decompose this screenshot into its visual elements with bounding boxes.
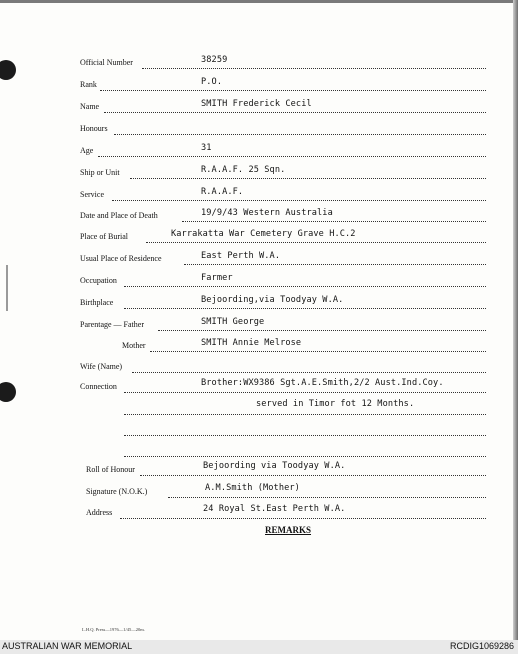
field-label: Parentage — Father (80, 320, 144, 329)
field-age (0, 143, 518, 160)
field-connection-continued (0, 399, 518, 418)
field-wife (0, 362, 518, 376)
field-father (0, 317, 518, 334)
field-value: 19/9/43 Western Australia (201, 208, 333, 218)
field-value: served in Timor fot 12 Months. (256, 399, 415, 409)
field-value: SMITH Frederick Cecil (201, 99, 312, 109)
field-label: Rank (80, 80, 97, 89)
dotted-line (146, 242, 486, 243)
field-label: Mother (122, 341, 146, 350)
dotted-line (120, 518, 486, 519)
field-place-of-burial (0, 229, 518, 246)
field-service (0, 187, 518, 204)
dotted-line (168, 497, 486, 498)
field-value: Brother:WX9386 Sgt.A.E.Smith,2/2 Aust.Ind.Coy. (201, 378, 444, 388)
field-value: A.M.Smith (Mother) (205, 483, 300, 493)
blank-line (0, 425, 518, 439)
field-usual-residence (0, 251, 518, 268)
field-honours (0, 124, 518, 138)
dotted-line (112, 200, 486, 201)
dotted-line (124, 286, 486, 287)
dotted-line (104, 112, 486, 113)
field-label: Age (80, 146, 94, 155)
dotted-line (124, 435, 486, 436)
field-connection (0, 378, 518, 396)
field-rank (0, 77, 518, 94)
field-value: R.A.A.F. 25 Sqn. (201, 165, 286, 175)
field-ship-or-unit (0, 165, 518, 182)
field-name (0, 99, 518, 116)
dotted-line (142, 68, 486, 69)
field-mother (0, 338, 518, 355)
dotted-line (182, 221, 486, 222)
dotted-line (124, 308, 486, 309)
dotted-line (184, 264, 486, 265)
field-value: R.A.A.F. (201, 187, 244, 197)
field-label: Place of Burial (80, 232, 128, 241)
remarks-heading: REMARKS (265, 525, 312, 535)
field-label: Honours (80, 124, 108, 133)
field-label: Official Number (80, 58, 133, 67)
field-label: Name (80, 102, 100, 111)
field-value: 24 Royal St.East Perth W.A. (203, 504, 346, 514)
dotted-line (130, 178, 486, 179)
field-value: 38259 (201, 55, 228, 65)
field-label: Ship or Unit (80, 168, 120, 177)
dotted-line (132, 372, 486, 373)
field-date-place-death (0, 208, 518, 225)
field-value: SMITH George (201, 317, 265, 327)
field-label: Birthplace (80, 298, 114, 307)
dotted-line (98, 156, 486, 157)
field-official-number (0, 55, 518, 72)
dotted-line (150, 351, 486, 352)
field-value: Bejoording via Toodyay W.A. (203, 461, 346, 471)
field-address (0, 504, 518, 522)
field-value: Karrakatta War Cemetery Grave H.C.2 (171, 229, 356, 239)
field-label: Date and Place of Death (80, 211, 158, 220)
dotted-line (158, 330, 486, 331)
blank-line (0, 446, 518, 460)
dotted-line (140, 475, 486, 476)
field-label: Wife (Name) (80, 362, 123, 371)
field-value: Bejoording,via Toodyay W.A. (201, 295, 344, 305)
field-label: Usual Place of Residence (80, 254, 162, 263)
field-occupation (0, 273, 518, 290)
field-value: Farmer (201, 273, 233, 283)
dotted-line (124, 392, 486, 393)
field-birthplace (0, 295, 518, 312)
dotted-line (124, 456, 486, 457)
field-label: Service (80, 190, 104, 199)
dotted-line (124, 414, 486, 415)
record-id: RCDIG1069286 (449, 641, 514, 651)
printer-note: L.H.Q. Press—1976—1/45—20m. (82, 627, 145, 632)
field-label: Connection (80, 382, 117, 391)
field-label: Signature (N.O.K.) (86, 487, 148, 496)
field-value: SMITH Annie Melrose (201, 338, 302, 348)
field-label: Roll of Honour (86, 465, 135, 474)
dotted-line (100, 90, 486, 91)
field-value: East Perth W.A. (201, 251, 281, 261)
archive-credit: AUSTRALIAN WAR MEMORIAL (2, 641, 133, 651)
field-value: 31 (201, 143, 212, 153)
field-value: P.O. (201, 77, 223, 87)
scan-edge-top (0, 0, 518, 3)
field-roll-of-honour (0, 461, 518, 479)
field-signature (0, 483, 518, 501)
dotted-line (114, 134, 486, 135)
field-label: Occupation (80, 276, 117, 285)
field-label: Address (86, 508, 113, 517)
